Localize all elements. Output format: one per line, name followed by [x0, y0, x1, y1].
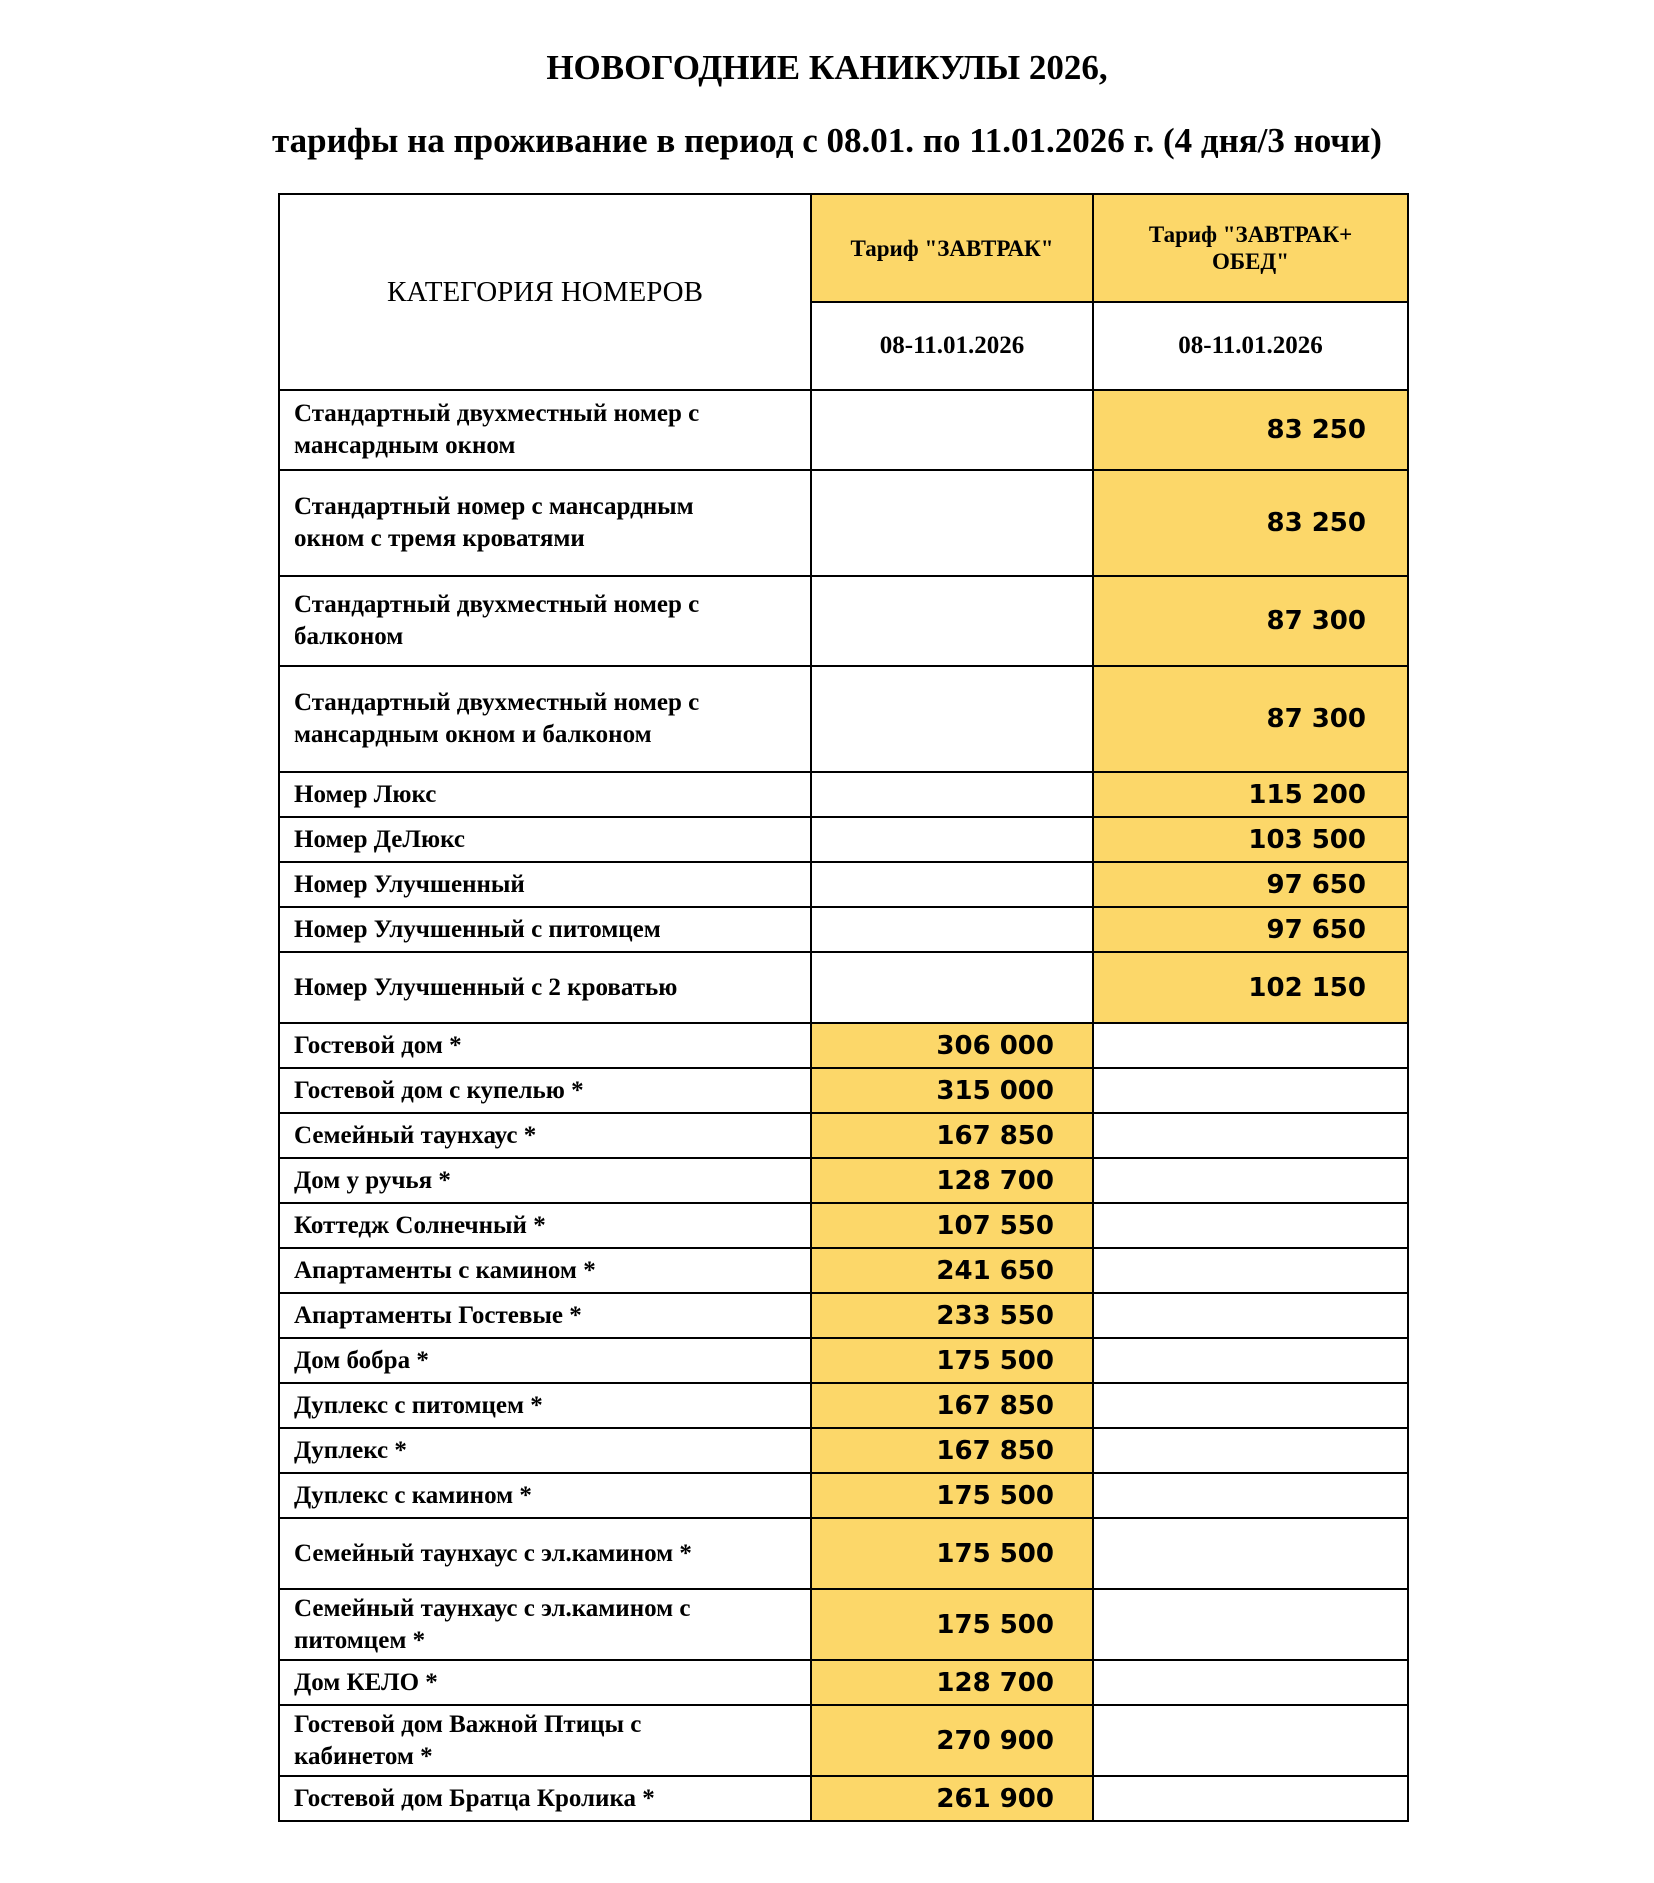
room-category-cell: [279, 817, 811, 862]
room-category-cell: [279, 1776, 811, 1821]
room-category-cell: [279, 1660, 811, 1705]
room-category-name-cont: мансардным окном и балконом: [294, 721, 652, 748]
header-tariff-breakfast-lunch-line2: ОБЕД": [1211, 249, 1290, 274]
room-category-name-cont: питомцем *: [294, 1626, 426, 1654]
price-breakfast: 175 500: [811, 1589, 1093, 1660]
price-breakfast: 315 000: [811, 1068, 1093, 1113]
room-category-cell: [279, 1023, 811, 1068]
room-category-name: Коттедж Солнечный *: [294, 1211, 546, 1239]
table-row: [279, 1518, 1408, 1589]
table-row: [279, 1023, 1408, 1068]
table-row: [279, 1428, 1408, 1473]
price-breakfast: 241 650: [811, 1248, 1093, 1293]
table-row: [279, 1383, 1408, 1428]
room-category-name: Дом у ручья *: [294, 1166, 451, 1194]
header-tariff-breakfast-lunch-line1: Тариф "ЗАВТРАК+: [1148, 222, 1353, 247]
page-title: НОВОГОДНИЕ КАНИКУЛЫ 2026,: [546, 48, 1108, 87]
room-category-name: Гостевой дом Важной Птицы с: [294, 1710, 642, 1738]
price-breakfast-lunch: [1093, 1203, 1408, 1248]
room-category-name: Номер Люкс: [294, 780, 437, 808]
price-breakfast: 167 850: [811, 1383, 1093, 1428]
table-row: [279, 1589, 1408, 1660]
price-breakfast-lunch: [1093, 1660, 1408, 1705]
price-breakfast-lunch: [1093, 1068, 1408, 1113]
room-category-name: Апартаменты Гостевые *: [294, 1301, 582, 1329]
price-breakfast: [811, 470, 1093, 576]
price-breakfast-lunch: 87 300: [1093, 576, 1408, 666]
room-category-cell: [279, 1428, 811, 1473]
room-category-cell: [279, 1383, 811, 1428]
room-category-name-cont: балконом: [294, 623, 404, 650]
room-category-name-cont: кабинетом *: [294, 1742, 433, 1770]
room-category-cell: [279, 470, 811, 576]
price-breakfast: 175 500: [811, 1518, 1093, 1589]
price-breakfast: [811, 907, 1093, 952]
price-breakfast: 175 500: [811, 1338, 1093, 1383]
table-row: [279, 772, 1408, 817]
room-category-name: Семейный таунхаус *: [294, 1121, 537, 1149]
price-breakfast-lunch: [1093, 1776, 1408, 1821]
room-category-cell: [279, 390, 811, 470]
room-category-name: Стандартный двухместный номер с: [294, 591, 700, 618]
room-category-cell: [279, 1338, 811, 1383]
table-row: [279, 470, 1408, 576]
room-category-cell: [279, 862, 811, 907]
price-breakfast-lunch: 103 500: [1093, 817, 1408, 862]
table-row: [279, 1158, 1408, 1203]
room-category-name: Стандартный номер с мансардным: [294, 493, 694, 520]
price-breakfast: 270 900: [811, 1705, 1093, 1776]
page-subtitle: тарифы на проживание в период с 08.01. по 11.01.2026 г. (4 дня/3 ночи): [272, 121, 1382, 160]
price-breakfast-lunch: 83 250: [1093, 470, 1408, 576]
room-category-cell: [279, 1705, 811, 1776]
room-category-cell: [279, 1158, 811, 1203]
price-breakfast: 167 850: [811, 1113, 1093, 1158]
table-row: [279, 1113, 1408, 1158]
table-row: [279, 1068, 1408, 1113]
table-row: [279, 1248, 1408, 1293]
table-row: [279, 390, 1408, 470]
header-row-tariffs: [279, 194, 1408, 302]
room-category-name: Апартаменты с камином *: [294, 1256, 596, 1284]
room-category-name: Дуплекс с камином *: [294, 1481, 532, 1509]
header-category-cell: [279, 194, 811, 390]
room-category-name-cont: окном с тремя кроватями: [294, 525, 585, 552]
room-category-name-cont: мансардным окном: [294, 432, 516, 459]
price-breakfast: [811, 666, 1093, 772]
price-breakfast: [811, 862, 1093, 907]
price-breakfast-lunch: 97 650: [1093, 862, 1408, 907]
price-breakfast-lunch: [1093, 1589, 1408, 1660]
price-breakfast-lunch: 115 200: [1093, 772, 1408, 817]
header-category-label: КАТЕГОРИЯ НОМЕРОВ: [387, 275, 703, 308]
header-tariff-breakfast-label: Тариф "ЗАВТРАК": [850, 235, 1054, 261]
header-date-breakfast: 08-11.01.2026: [811, 302, 1093, 390]
table-row: [279, 576, 1408, 666]
room-category-cell: [279, 1589, 811, 1660]
room-category-name: Гостевой дом с купелью *: [294, 1076, 584, 1104]
room-category-cell: [279, 1473, 811, 1518]
price-breakfast-lunch: 87 300: [1093, 666, 1408, 772]
table-row: [279, 862, 1408, 907]
room-category-cell: [279, 952, 811, 1023]
price-breakfast-lunch: [1093, 1023, 1408, 1068]
room-category-name: Стандартный двухместный номер с: [294, 400, 700, 427]
room-category-cell: [279, 576, 811, 666]
room-category-name: Дуплекс *: [294, 1436, 407, 1464]
room-category-name: Семейный таунхаус с эл.камином с: [294, 1594, 691, 1622]
room-category-cell: [279, 1068, 811, 1113]
room-category-name: Номер ДеЛюкс: [294, 825, 465, 853]
price-breakfast-lunch: [1093, 1293, 1408, 1338]
header-date-breakfast-lunch: 08-11.01.2026: [1093, 302, 1408, 390]
table-row: [279, 1293, 1408, 1338]
price-breakfast-lunch: [1093, 1383, 1408, 1428]
price-breakfast-lunch: [1093, 1113, 1408, 1158]
rates-table: [278, 193, 1409, 1822]
room-category-name: Гостевой дом Братца Кролика *: [294, 1784, 655, 1812]
room-category-name: Стандартный двухместный номер с: [294, 689, 700, 716]
price-breakfast: 128 700: [811, 1660, 1093, 1705]
price-breakfast: [811, 952, 1093, 1023]
table-row: [279, 1660, 1408, 1705]
table-row: [279, 666, 1408, 772]
room-category-cell: [279, 1293, 811, 1338]
price-breakfast: 128 700: [811, 1158, 1093, 1203]
header-tariff-breakfast-lunch: [1093, 194, 1408, 302]
room-category-cell: [279, 772, 811, 817]
table-row: [279, 907, 1408, 952]
room-category-name: Семейный таунхаус с эл.камином *: [294, 1539, 692, 1567]
price-breakfast: 233 550: [811, 1293, 1093, 1338]
table-row: [279, 1776, 1408, 1821]
price-breakfast: [811, 772, 1093, 817]
room-category-name: Номер Улучшенный с 2 кроватью: [294, 973, 678, 1001]
table-row: [279, 952, 1408, 1023]
room-category-cell: [279, 1203, 811, 1248]
price-breakfast-lunch: [1093, 1705, 1408, 1776]
room-category-cell: [279, 666, 811, 772]
table-row: [279, 1473, 1408, 1518]
table-row: [279, 1203, 1408, 1248]
price-breakfast-lunch: [1093, 1158, 1408, 1203]
price-breakfast: [811, 390, 1093, 470]
price-breakfast-lunch: 97 650: [1093, 907, 1408, 952]
header-tariff-breakfast: [811, 194, 1093, 302]
room-category-name: Гостевой дом *: [294, 1031, 462, 1059]
room-category-name: Номер Улучшенный с питомцем: [294, 915, 661, 943]
room-category-cell: [279, 907, 811, 952]
price-breakfast-lunch: 102 150: [1093, 952, 1408, 1023]
price-breakfast-lunch: [1093, 1518, 1408, 1589]
table-row: [279, 817, 1408, 862]
room-category-cell: [279, 1518, 811, 1589]
room-category-cell: [279, 1248, 811, 1293]
price-breakfast-lunch: 83 250: [1093, 390, 1408, 470]
price-breakfast: 306 000: [811, 1023, 1093, 1068]
price-breakfast-lunch: [1093, 1473, 1408, 1518]
price-breakfast-lunch: [1093, 1428, 1408, 1473]
room-category-name: Номер Улучшенный: [294, 870, 525, 898]
room-category-name: Дом КЕЛО *: [294, 1668, 438, 1696]
price-breakfast: 167 850: [811, 1428, 1093, 1473]
price-breakfast-lunch: [1093, 1338, 1408, 1383]
price-breakfast: [811, 817, 1093, 862]
table-row: [279, 1705, 1408, 1776]
price-breakfast: 175 500: [811, 1473, 1093, 1518]
room-category-name: Дом бобра *: [294, 1346, 429, 1374]
price-breakfast: 261 900: [811, 1776, 1093, 1821]
price-breakfast-lunch: [1093, 1248, 1408, 1293]
room-category-name: Дуплекс с питомцем *: [294, 1391, 543, 1419]
price-breakfast: [811, 576, 1093, 666]
table-row: [279, 1338, 1408, 1383]
price-breakfast: 107 550: [811, 1203, 1093, 1248]
room-category-cell: [279, 1113, 811, 1158]
